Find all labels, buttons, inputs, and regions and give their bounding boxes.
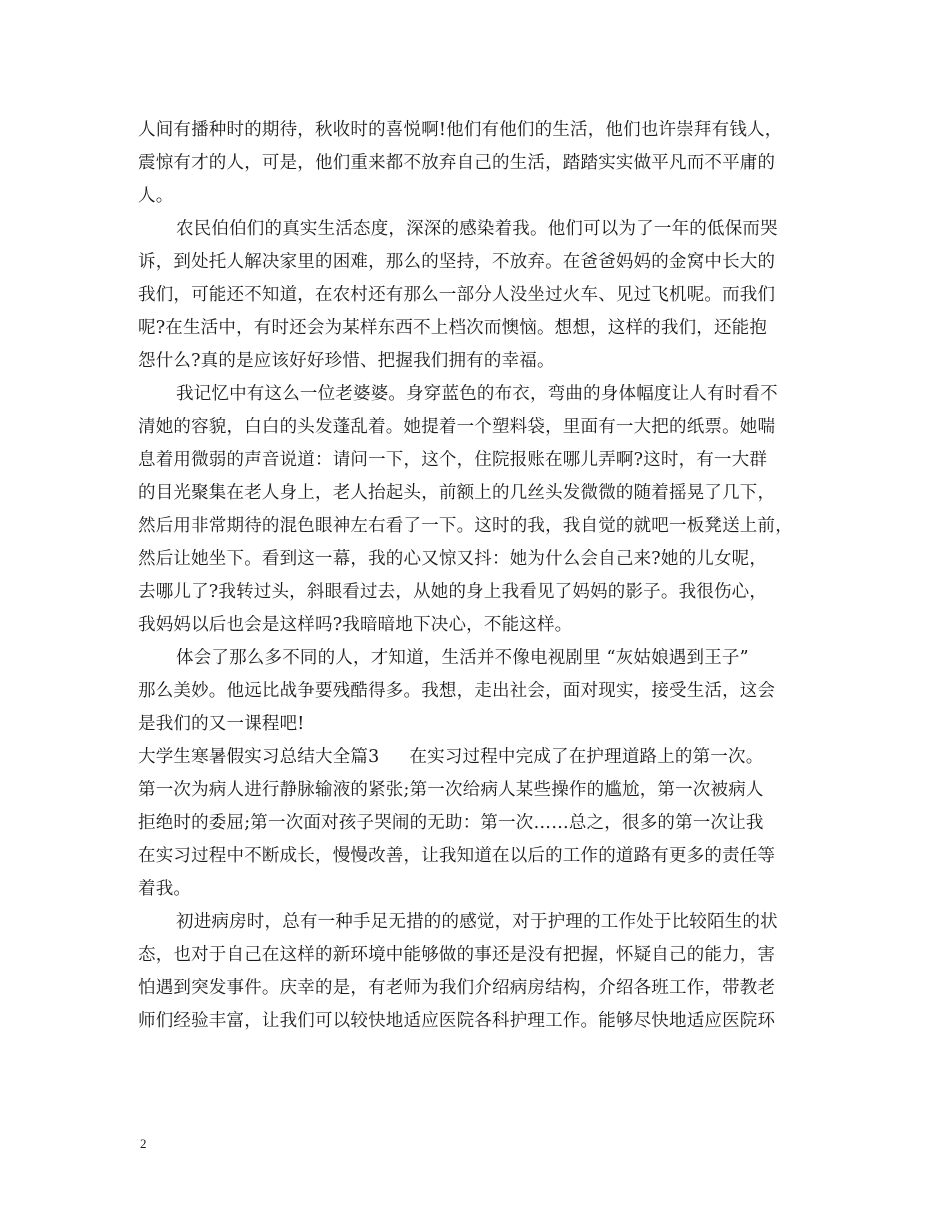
paragraph-start-line: 我记忆中有这么一位老婆婆。身穿蓝色的布衣，弯曲的身体幅度让人有时看不 <box>176 384 778 404</box>
text-line: 然后用非常期待的混色眼神左右看了一下。这时的我，我自觉的就吧一板凳送上前， <box>138 516 793 536</box>
text-line: 第一次为病人进行静脉输液的紧张;第一次给病人某些操作的尴尬，第一次被病人 <box>138 780 764 800</box>
text-line: 我妈妈以后也会是这样吗?我暗暗地下决心，不能这样。 <box>138 615 573 635</box>
text-line: 态，也对于自己在这样的新环境中能够做的事还是没有把握，怀疑自己的能力，害 <box>138 945 776 965</box>
page-number: 2 <box>140 1136 147 1151</box>
text-line: 清她的容貌，白白的头发蓬乱着。她提着一个塑料袋，里面有一大把的纸票。她喘 <box>138 417 776 437</box>
text-line: 人间有播种时的期待，秋收时的喜悦啊!他们有他们的生活，他们也许崇拜有钱人， <box>138 120 783 140</box>
text-line: 怕遇到突发事件。庆幸的是，有老师为我们介绍病房结构，介绍各班工作，带教老 <box>138 978 776 998</box>
paragraph-start-line: 体会了那么多不同的人，才知道，生活并不像电视剧里 “灰姑娘遇到王子” <box>176 648 749 668</box>
text-line: 的目光聚集在老人身上，老人抬起头，前额上的几丝头发微微的随着摇晃了几下， <box>138 483 776 503</box>
document-body <box>138 114 818 1038</box>
text-line: 怨什么?真的是应该好好珍惜、把握我们拥有的幸福。 <box>138 351 555 371</box>
text-line: 拒绝时的委屈;第一次面对孩子哭闹的无助：第一次……总之，很多的第一次让我 <box>138 813 764 833</box>
text-line: 是我们的又一课程吧! <box>138 714 305 734</box>
paragraph-start-line: 初进病房时，总有一种手足无措的的感觉，对于护理的工作处于比较陌生的状 <box>176 912 778 932</box>
text-line: 我们，可能还不知道，在农村还有那么一部分人没坐过火车、见过飞机呢。而我们 <box>138 285 776 305</box>
text-line: 人。 <box>138 186 174 206</box>
text-line: 息着用微弱的声音说道：请问一下，这个，住院报账在哪儿弄啊?这时，有一大群 <box>138 450 768 470</box>
section-heading-line <box>138 741 818 774</box>
text-line: 诉，到处托人解决家里的困难，那么的坚持，不放弃。在爸爸妈妈的金窝中长大的 <box>138 252 776 272</box>
text-line: 那么美妙。他远比战争要残酷得多。我想，走出社会，面对现实，接受生活，这会 <box>138 681 776 701</box>
text-line: 在实习过程中不断成长，慢慢改善，让我知道在以后的工作的道路有更多的责任等 <box>138 846 776 866</box>
text-line: 呢?在生活中，有时还会为某样东西不上档次而懊恼。想想，这样的我们，还能抱 <box>138 318 768 338</box>
heading-gap <box>379 741 409 774</box>
section-lead-text: 在实习过程中完成了在护理道路上的第一次。 <box>409 747 764 767</box>
text-line: 震惊有才的人，可是，他们重来都不放弃自己的生活，踏踏实实做平凡而不平庸的 <box>138 153 776 173</box>
text-line: 然后让她坐下。看到这一幕，我的心又惊又抖：她为什么会自己来?她的儿女呢， <box>138 549 768 569</box>
text-line: 着我。 <box>138 879 192 899</box>
section-title: 大学生寒暑假实习总结大全篇3 <box>138 747 380 767</box>
text-line: 师们经验丰富，让我们可以较快地适应医院各科护理工作。能够尽快地适应医院环 <box>138 1011 776 1031</box>
paragraph-start-line: 农民伯伯们的真实生活态度，深深的感染着我。他们可以为了一年的低保而哭 <box>176 219 778 239</box>
text-line: 去哪儿了?我转过头，斜眼看过去，从她的身上我看见了妈妈的影子。我很伤心， <box>138 582 768 602</box>
